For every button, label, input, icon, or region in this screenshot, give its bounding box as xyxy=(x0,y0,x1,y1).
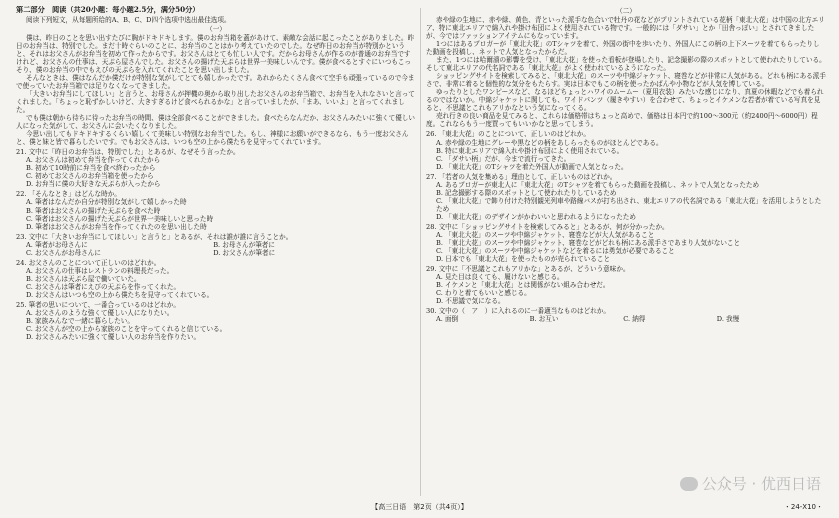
option-list xyxy=(436,273,826,305)
passage-label-1: （一） xyxy=(206,24,226,33)
answer-option: A. お父さんの仕事はレストランの料理長だった。 xyxy=(26,266,174,275)
column-divider xyxy=(420,8,421,496)
answer-option: A. お父さんは初めて弁当を作ってくれたから xyxy=(26,156,161,165)
answer-option: D. 「東北大花」のデザインがかわいいと思われるようになったため xyxy=(436,212,636,221)
answer-option: B. 初めて10時前に弁当を食べ終わったから xyxy=(26,164,156,173)
question-list xyxy=(426,130,826,323)
answer-option: A. 筆者はなんだか自分が特別な気がして嬉しかった時 xyxy=(26,198,187,207)
question-stem: 23. 文中に「大きいお弁当にしてほしい」と言うと」とあるが、それは誰が誰に言うことか。 xyxy=(16,232,293,241)
question-block xyxy=(426,265,826,305)
option-list xyxy=(436,139,826,171)
passage-paragraph: 僕は、昨日のことを思い出すたびに胸がドキドキします。僕のお弁当箱を蓋があけて、素敵な会話に起こったことがありました。昨日のお弁当は、特別でした。まだ十時ぐらいのことに、お弁当のことはかり考えていたのでした。なぜ昨日のお弁当が特別かというと、それはお父さんがお弁当を初めて作ったからです。お父さんはとても忙しい人です。だからお母さんが作るのが普通のお弁当ですけれど、お父さんの仕事は、天ぷら屋さんでした。お父さんの揚げた天ぷらは世界一美味しいんです。僕が食べるとすぐにいつもこっそり、僕のお弁当の中でもえびの天ぷらを入れてくれたことを思い出しました。 xyxy=(16,33,415,74)
question-block xyxy=(426,307,826,323)
option-list xyxy=(26,241,416,257)
passage-2 xyxy=(426,16,826,128)
passage-paragraph: 1つにはあるブロガーが「東北大花」のTシャツを着て、外国の街中を歩いたり、外国人にこの柄の上下スーツを着てもらったりした動画を投稿し、ネットで人気となったからだ。 xyxy=(426,40,820,57)
question-stem: 28. 文中に「ショッピングサイトを検索してみると」とあるが、何が分かったか。 xyxy=(426,222,669,231)
answer-option: B. イケメンと「東北大花」とは関係がない組み合わせだ。 xyxy=(436,281,610,290)
instruction: 阅读下列短文，从每题所给的A、B、C、D四个选项中选出最佳选项。 xyxy=(26,15,231,24)
passage-paragraph: 「大きいお弁当にしてほしい」と言うと、お母さんが押機の奥から取り出したお父さんのお弁当箱で、お弁当を入れなさいと言ってくれました。「ちょっと恥ずかしいけど、大きすぎるけど食べられるかな」と言っていましたが、「まあ、いいよ」と言ってくれました。 xyxy=(16,90,415,115)
right-column xyxy=(426,6,826,498)
answer-option: D. お父さんが筆者に xyxy=(213,248,276,257)
question-block xyxy=(16,259,416,299)
question-block xyxy=(16,233,416,257)
question-stem: 26. 「東北大花」のことについて、正しいのはどれか。 xyxy=(426,130,590,139)
answer-option: A. お父さんのような強くて優しい人になりたい。 xyxy=(26,308,174,317)
passage-label-2: （二） xyxy=(616,7,636,15)
question-block xyxy=(16,301,416,341)
passage-paragraph: でも僕は朝から待ちに待ったお弁当の時間、僕は全部食べることができました。食べたらなんだか、お父さんみたいに強くて優しい人になった気がして、お父さんに会いたくなりました。 xyxy=(16,114,416,131)
answer-option: D. 我慢 xyxy=(716,315,740,324)
answer-option: A. あるブロガーが東北人に「東北大花」のTシャツを着てもらった動画を投稿し、ネットで人気となったため xyxy=(436,180,760,189)
answer-option: C. 初めてお父さんのお弁当箱を使ったから xyxy=(26,172,154,181)
answer-option: D. 不思議で気になる。 xyxy=(436,297,505,306)
answer-option: C. 「ダサい柄」だが、今まで流行ってきた。 xyxy=(436,154,571,163)
passage-paragraph: ショッピングサイトを検索してみると、「東北大花」のスーツや中綿ジャケット、寝巻などが非常に人気がある。どれも柄にある派手さで、非常に着ると個性的な気分をもたらす。実は日本でもこの柄を使ったかばんや小物などが人気を博している。 xyxy=(426,72,826,89)
option-list xyxy=(436,181,826,221)
watermark xyxy=(680,473,821,494)
passage-paragraph: 売れ行きの良い商品を見てみると、これらは価格帯はちょっと高めで、価格は日本円で約100〜300元（約2400円〜6000円）程度。これならもう一度買ってもいいかなと思ってしまう。 xyxy=(426,112,818,129)
option-list xyxy=(436,231,826,263)
answer-option: C. 筆者はお父さんの揚げた天ぷらが世界一美味しいと思った時 xyxy=(26,214,214,223)
wechat-icon xyxy=(680,477,698,491)
question-stem: 21. 文中に「昨日のお弁当は、特別でした」とあるが、なぜそう言ったか。 xyxy=(16,148,240,157)
answer-option: C. お父さんは筆者にえびの天ぷらを作ってくれた。 xyxy=(26,282,181,291)
passage-paragraph: また、1つには哈爾濱の影響を受け、「東北大花」を使った看板が登場したり、記念撮影の際のスポットとして使われたりしている。そして東北エリアの代名詞である「東北大花」がよく使われているようになった。 xyxy=(426,56,826,73)
answer-option: B. 特に東北エリアで綿入れや掛け布団によく使用されている。 xyxy=(436,146,624,155)
question-stem: 29. 文中に「不思議とこれもアリかな」とあるが、どういう意味か。 xyxy=(426,264,630,273)
watermark-text: 公众号 · 优西日语 xyxy=(701,475,821,493)
option-list xyxy=(26,309,416,341)
answer-option: B. 記念撮影する際のスポットとして使われたりしているため xyxy=(436,188,617,197)
passage-paragraph: ゆったりとしたワンピースなど、なるほどちょっとハワイのムームー（夏用衣装）みたいな感じになり、真夏の休暇などでも着られるのではないか。中綿ジャケットに関しても、ワイドパンツ（履きやすい）を合わせて、ちょっとイケメンな若者が着ている写真を見ると、不思議とこれもアリかなという気になってくる。 xyxy=(426,88,824,113)
answer-option: B. 家族みんなで一緒に暮らしたい。 xyxy=(26,316,134,325)
answer-option: C. 納得 xyxy=(623,315,646,324)
answer-option: A. 面倒 xyxy=(436,315,459,324)
answer-option: D. お弁当に僕の大好きな天ぷらが入ったから xyxy=(26,180,161,189)
answer-option: B. 筆者はお父さんの揚げた天ぷらを食べた時 xyxy=(26,206,161,215)
question-stem: 30. 文中の（ ア ）に入れるのに一番適当なものはどれか。 xyxy=(426,307,611,316)
answer-option: D. 日本でも「東北大花」を使ったものが売られていること xyxy=(436,254,611,263)
answer-option: C. 「東北大花」のスーツや中綿ジャケットなどを着るには勇気が必要であること xyxy=(436,246,675,255)
answer-option: B. お母さんが筆者に xyxy=(213,240,275,249)
question-block xyxy=(426,173,826,221)
question-block xyxy=(426,130,826,170)
passage-paragraph: 赤や緑の生地に、赤や緑、黄色、青といった派手な色合いで牡丹の花などがプリントされている花柄「東北大花」は中国の北方エリア、特に東北エリアで綿入れや掛け布団によく使用されている物です。一般的には「ダサい」とか「田舎っぽい」とされてきましたが、今ではファッションアイテムにもなっています。 xyxy=(426,16,825,41)
answer-option: A. 赤や緑の生地にグレーや黒などの柄をあしらったものがほとんどである。 xyxy=(436,138,663,147)
answer-option: C. 「東北大花」で飾り付けた特別観光列車や路線バスが打ち出され、東北エリアの代名詞である「東北大花」を活用しようとしたため xyxy=(436,196,822,213)
answer-option: D. 筆者はお父さんがお弁当を作ってくれたのを思い出した時 xyxy=(26,222,207,231)
exam-code: ・24-X10・ xyxy=(783,503,823,511)
answer-option: B. お互い xyxy=(529,315,559,324)
question-block xyxy=(16,148,416,188)
question-block xyxy=(16,190,416,230)
question-stem: 27. 「若者の人気を集める」理由として、正しいものはどれか。 xyxy=(426,172,617,181)
passage-paragraph: 今思い出してもドキドキするくらい嬉しくて美味しい特別なお弁当でした。もし、神様にお願いができるなら、もう一度お父さんと、僕と妹と皆で暮らしたいです。でもお父さんは、いつも空の上から僕たちを見守ってくれています。 xyxy=(16,130,409,147)
answer-option: B. 「東北大花」のスーツや中綿ジャケット、寝巻などがどれも柄にある派手さであまり人気がないこと xyxy=(436,238,741,247)
question-stem: 24. お父さんのことについて正しいのはどれか。 xyxy=(16,258,161,267)
answer-option: D. お父さんみたいに強くて優しい人のお弁当を作りたい。 xyxy=(26,332,201,341)
answer-option: A. 筆者がお母さんに xyxy=(26,240,88,249)
option-list xyxy=(26,267,416,299)
question-list xyxy=(16,148,416,341)
answer-option: C. お父さんが空の上から家族のことを守ってくれると信じている。 xyxy=(26,324,227,333)
page-footer: 【高三日语 第2页（共4页）】 xyxy=(371,503,468,511)
answer-option: A. 見た目は良くても、履けないと感じる。 xyxy=(436,273,564,281)
option-list xyxy=(26,198,416,230)
answer-option: B. お父さんは天ぷら屋で働いていた。 xyxy=(26,274,141,283)
left-column xyxy=(16,6,416,498)
answer-option: D. お父さんはいつも空の上から僕たちを見守ってくれている。 xyxy=(26,290,214,299)
option-list xyxy=(26,156,416,188)
answer-option: C. お父さんがお母さんに xyxy=(26,248,101,257)
passage-paragraph: そんなときは、僕はなんだか僕だけが特別な気がしてとても嬉しかったです。あれからたくさん食べて空手も頑張っているので今まで使っていたお弁当箱では足りなくなってきました。 xyxy=(16,74,415,91)
answer-option: D. 「東北大花」のTシャツを着た外国人が動画で人気となった。 xyxy=(436,162,628,171)
answer-option: C. わりと着てもいいと感じる。 xyxy=(436,289,531,298)
question-block xyxy=(426,223,826,263)
answer-option: A. 「東北大花」のスーツや中綿ジャケット、寝巻などが大人気があること xyxy=(436,230,655,239)
passage-1 xyxy=(16,34,416,146)
question-stem: 22. 「そんなとき」はどんな時か。 xyxy=(16,190,121,199)
question-stem: 25. 筆者の思いについて、一番合っているのはどれか。 xyxy=(16,300,180,309)
option-list xyxy=(436,315,826,323)
section-header: 第二部分 阅读（共20小题：每小题2.5分，满分50分） xyxy=(16,6,200,14)
